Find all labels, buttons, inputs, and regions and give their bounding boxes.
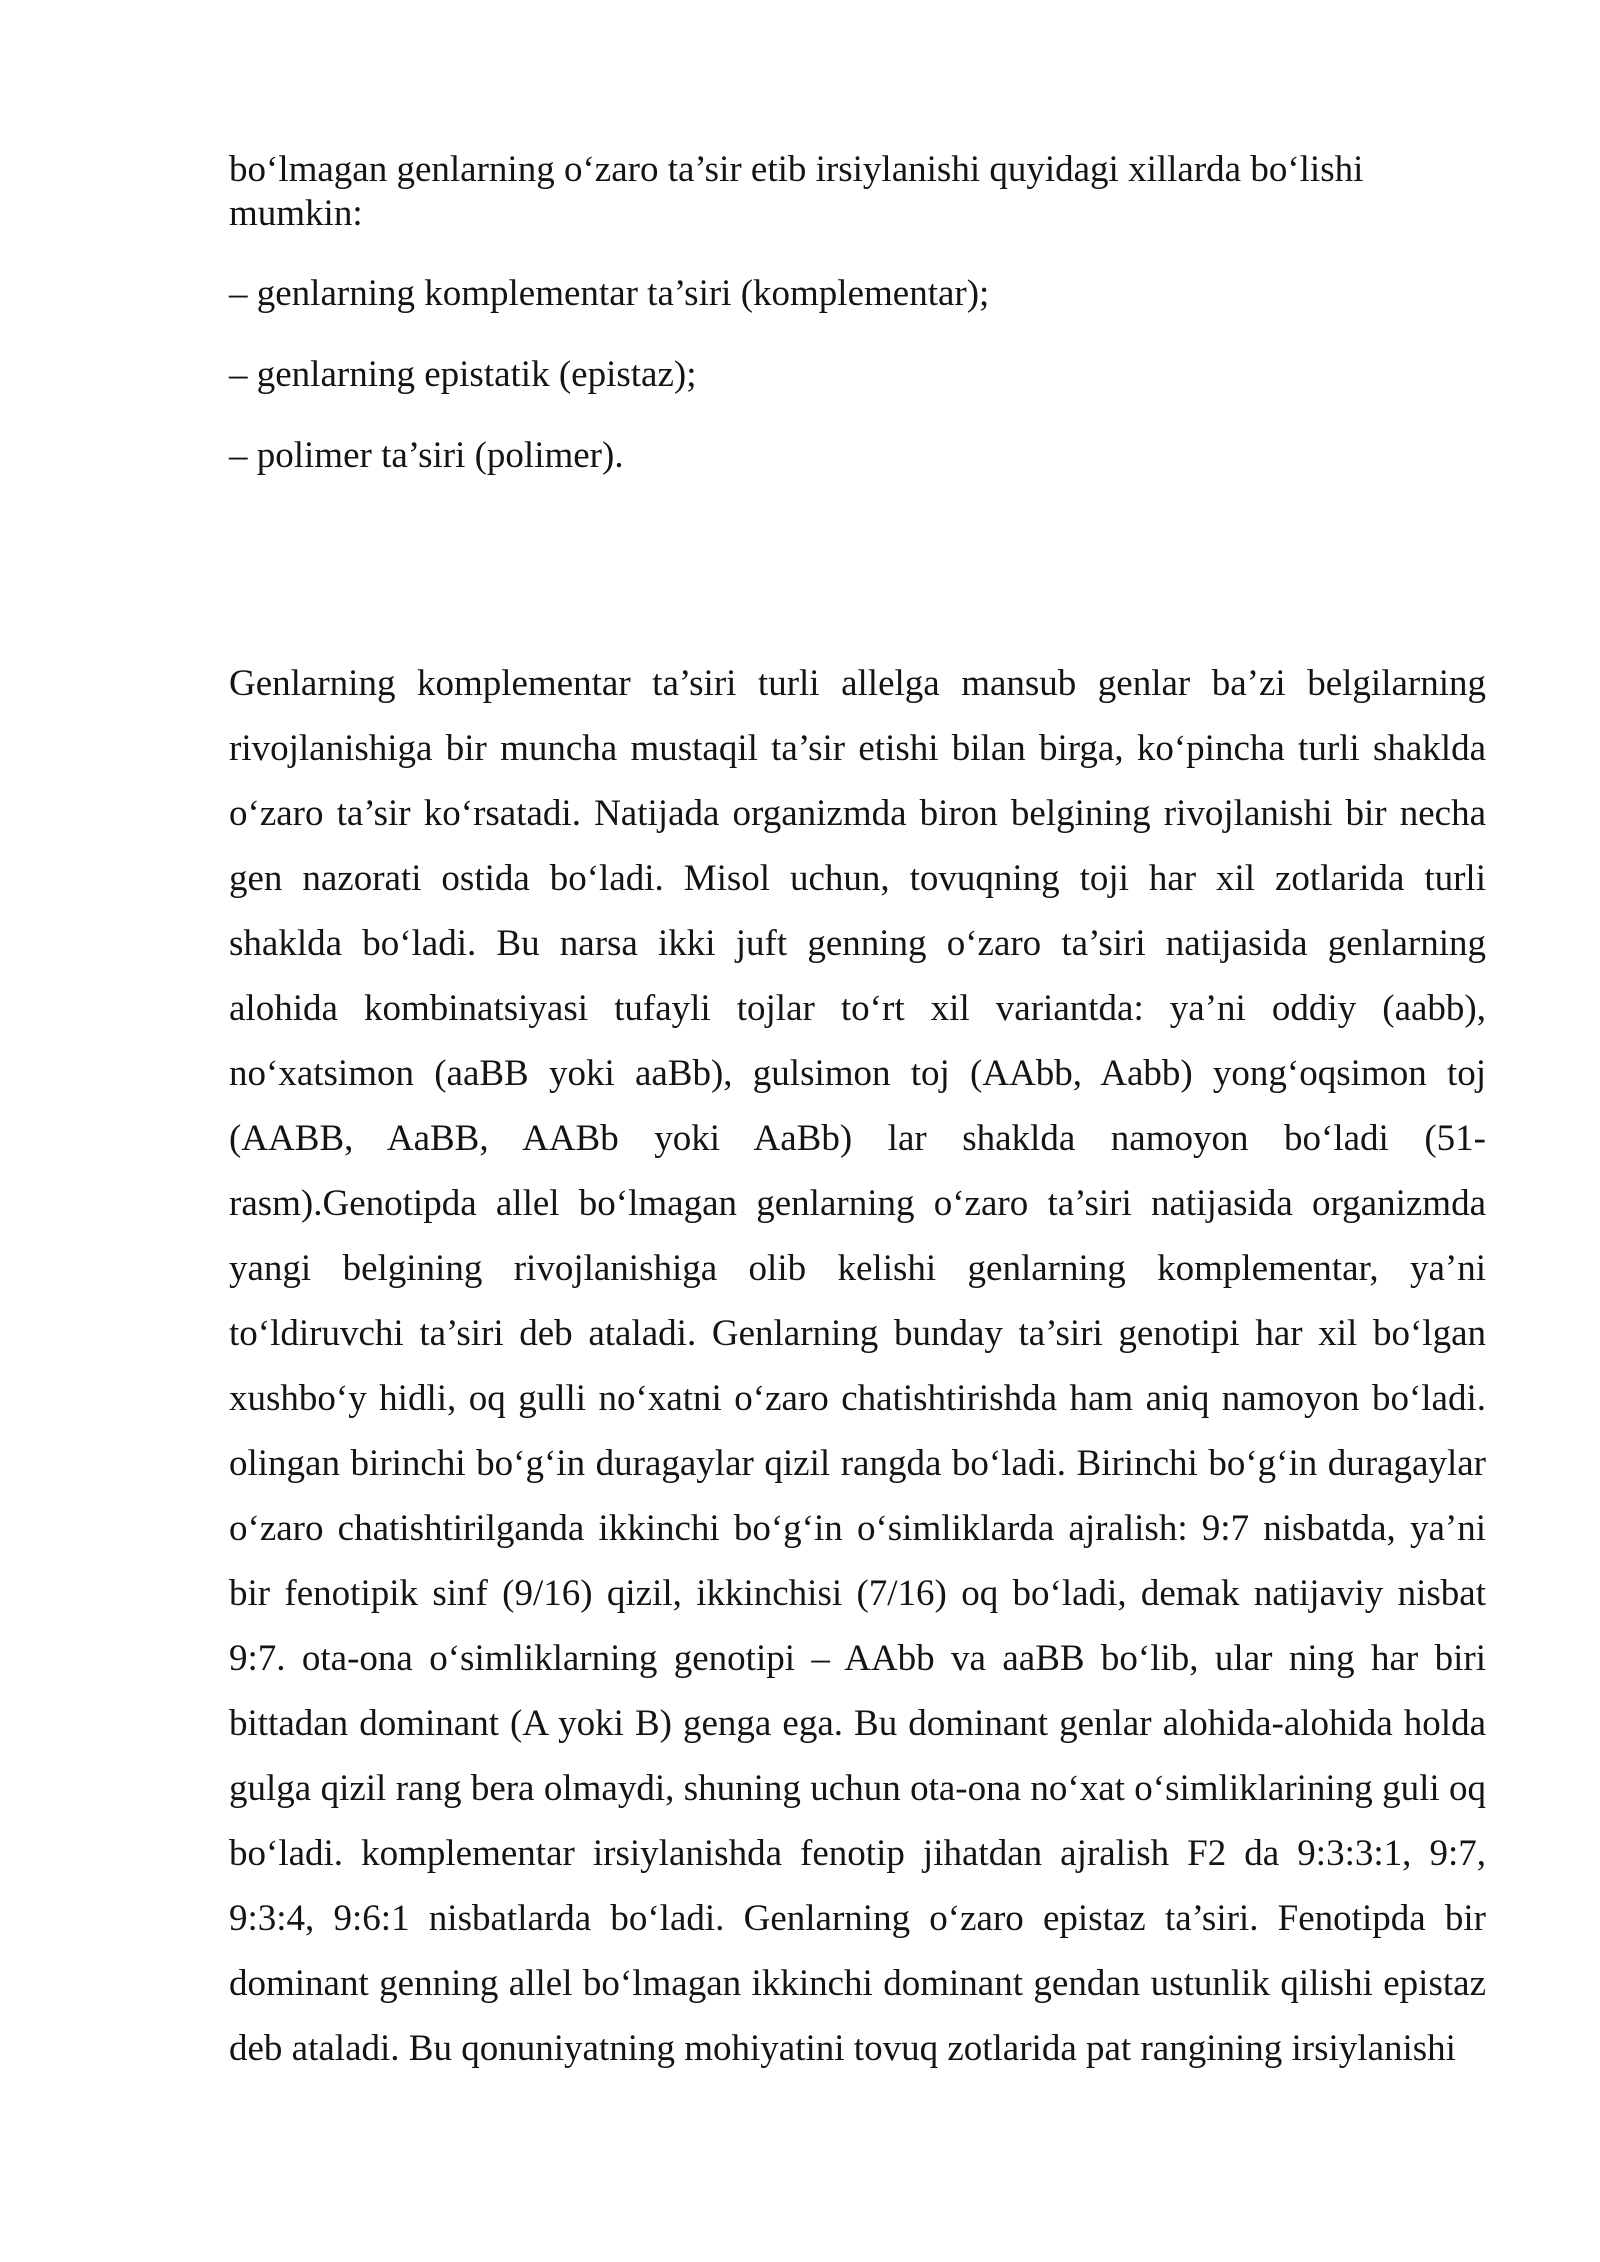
document-page [229, 148, 1486, 2081]
intro-text: bo‘lmagan genlarning o‘zaro ta’sir etib irsiylanishi quyidagi xillarda bo‘lishi mumkin: [229, 149, 1364, 234]
body-paragraph: Genlarning komplementar ta’siri turli allelga mansub genlar ba’zi belgilarning rivojlanishiga bir muncha mustaqil ta’sir etishi bilan birga, ko‘pincha turli shaklda o‘zaro ta’sir ko‘rsatadi. Natijada organizmda biron belgining rivojlanishi bir necha gen nazorati ostida bo‘ladi. Misol uchun, tovuqning toji har xil zotlarida turli shaklda bo‘ladi. Bu narsa ikki juft genning o‘zaro ta’siri natijasida genlarning alohida kombinatsiyasi tufayli tojlar to‘rt xil variantda: ya’ni oddiy (aabb), no‘xatsimon (aaBB yoki aaBb), gulsimon toj (AAbb, Aabb) yong‘oqsimon toj (AABB, AaBB, AABb yoki AaBb) lar shaklda namoyon bo‘ladi (51- rasm).Genotipda allel bo‘lmagan genlarning o‘zaro ta’siri natijasida organizmda yangi belgining rivojlanishiga olib kelishi genlarning komplementar, ya’ni to‘ldiruvchi ta’siri deb ataladi. Genlarning bunday ta’siri genotipi har xil bo‘lgan xushbo‘y hidli, oq gulli no‘xatni o‘zaro chatishtirishda ham aniq namoyon bo‘ladi. olingan birinchi bo‘g‘in duragaylar qizil rangda bo‘ladi. Birinchi bo‘g‘in duragaylar o‘zaro chatishtirilganda ikkinchi bo‘g‘in o‘simliklarda ajralish: 9:7 nisbatda, ya’ni bir fenotipik sinf (9/16) qizil, ikkinchisi (7/16) oq bo‘ladi, demak natijaviy nisbat 9:7. ota-ona o‘simliklarning genotipi – AAbb va aaBB bo‘lib, ular ning har biri bittadan dominant (A yoki B) genga ega. Bu dominant genlar alohida-alohida holda gulga qizil rang bera olmaydi, shuning uchun ota-ona no‘xat o‘simliklarining guli oq bo‘ladi. komplementar irsiylanishda fenotip jihatdan ajralish F2 da 9:3:3:1, 9:7, 9:3:4, 9:6:1 nisbatlarda bo‘ladi. Genlarning o‘zaro epistaz ta’siri. Fenotipda bir dominant genning allel bo‘lmagan ikkinchi dominant gendan ustunlik qilishi epistaz deb ataladi. Bu qonuniyatning mohiyatini tovuq zotlarida pat rangining irsiylanishi [229, 663, 1486, 2069]
list-item: – genlarning epistatik (epistaz); [229, 354, 697, 395]
list-item: – genlarning komplementar ta’siri (komplementar); [229, 273, 990, 314]
list-item: – polimer ta’siri (polimer). [229, 435, 624, 476]
interaction-types-list [229, 272, 1486, 478]
